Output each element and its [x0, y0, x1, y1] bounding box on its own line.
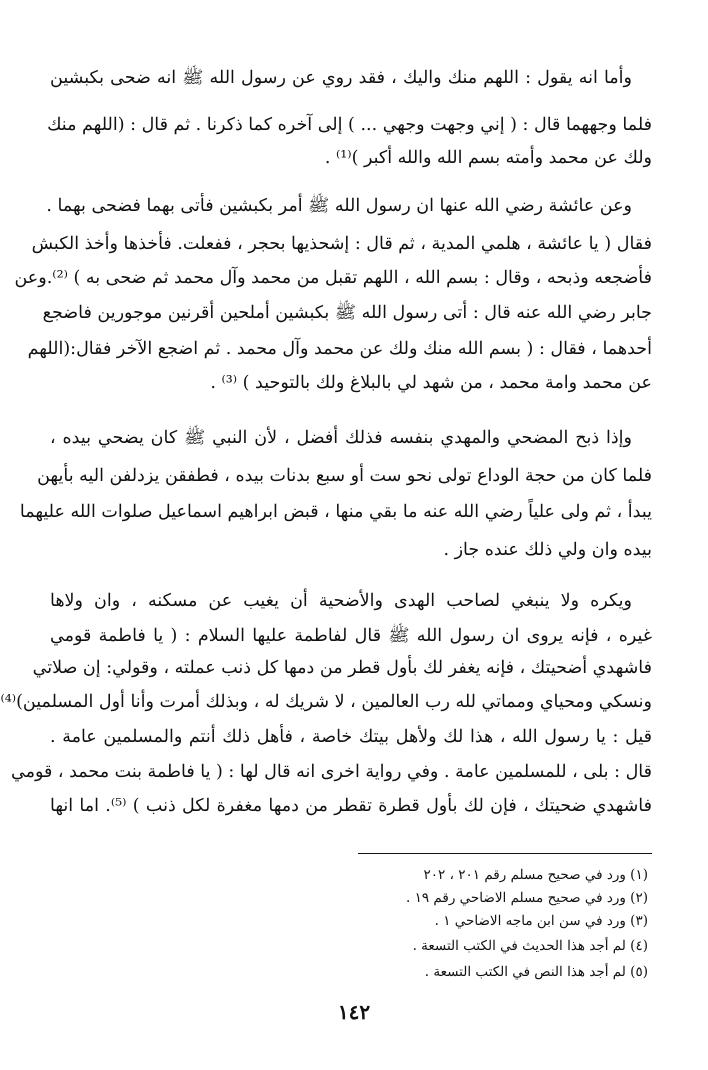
text-line: ولك عن محمد وأمته بسم الله والله أكبر )⁽¹⁾ .	[324, 148, 652, 168]
text-line: ونسكي ومحياي ومماتي لله رب العالمين ، لا شريك له ، وبذلك أمرت وأنا أول المسلمين)⁽⁴⁾	[0, 692, 652, 712]
footnote-3: (٣) ورد في سن ابن ماجه الاضاحي ١ .	[434, 913, 648, 929]
text-line: بيده وان ولي ذلك عنده جاز .	[443, 540, 652, 560]
page-number: ١٤٢	[337, 1000, 371, 1024]
text-line: فاشهدي أضحيتك ، فإنه يغفر لك بأول قطر من دمها كل ذنب عملته ، وقولي: إن صلاتي	[32, 658, 652, 678]
text-line: وإذا ذبح المضحي والمهدي بنفسه فذلك أفضل ، لأن النبي ﷺ كان يضحي بيده ،	[50, 428, 632, 448]
footnote-2: (٢) ورد في صحيح مسلم الاضاحي رقم ١٩ .	[406, 890, 648, 906]
text-line: عن محمد وامة محمد ، من شهد لي بالبلاغ ولك بالتوحيد ) ⁽³⁾ .	[210, 373, 652, 393]
text-line: جابر رضي الله عنه قال : أتى رسول الله ﷺ بكبشين أملحين أقرنين موجورين فاضجع	[42, 303, 652, 323]
text-line: فقال ( يا عائشة ، هلمي المدية ، ثم قال : إشحذيها بحجر ، ففعلت. فأخذها وأخذ الكبش	[31, 234, 652, 254]
text-line: وأما انه يقول : اللهم منك واليك ، فقد روي عن رسول الله ﷺ انه ضحى بكبشين	[50, 68, 632, 88]
text-line: ويكره ولا ينبغي لصاحب الهدى والأضحية أن يغيب عن مسكنه ، وان ولاها	[50, 591, 632, 611]
footnote-divider	[358, 853, 652, 854]
footnote-1: (١) ورد في صحيح مسلم رقم ٢٠١ ، ٢٠٢	[423, 867, 648, 883]
text-line: يبدأ ، ثم ولى علياً رضي الله عنه ما بقي منها ، قبض ابراهيم اسماعيل صلوات الله عليهما	[19, 502, 652, 522]
text-line: فلما كان من حجة الوداع تولى نحو ست أو سبع بدنات بيده ، فطفقن يزدلفن اليه بأيهن	[37, 466, 652, 486]
text-line: فأضجعه وذبحه ، وقال : بسم الله ، اللهم تقبل من محمد وآل محمد ثم ضحى به ) ⁽²⁾.وعن	[14, 268, 652, 288]
footnote-5: (٥) لم أجد هذا النص في الكتب التسعة .	[424, 964, 648, 980]
text-line: قيل : يا رسول الله ، هذا لك ولأهل بيتك خاصة ، فأهل ذلك أنتم والمسلمين عامة .	[50, 727, 652, 747]
text-line: قال : بلى ، للمسلمين عامة . وفي رواية اخرى انه قال لها : ( يا فاطمة بنت محمد ، قومي	[10, 762, 652, 782]
footnote-4: (٤) لم أجد هذا الحديث في الكتب التسعة .	[412, 938, 648, 954]
text-line: وعن عائشة رضي الله عنها ان رسول الله ﷺ أمر بكبشين فأتى بهما فضحى بهما .	[46, 196, 632, 216]
text-line: فاشهدي ضحيتك ، فإن لك بأول قطرة تقطر من دمها مغفرة لكل ذنب ) ⁽⁵⁾. اما انها	[50, 796, 652, 816]
text-line: فلما وجههما قال : ( إني وجهت وجهي ... ) إلى آخره كما ذكرنا . ثم قال : (اللهم منك	[47, 115, 652, 135]
text-line: أحدهما ، فقال : ( بسم الله منك ولك عن محمد وآل محمد . ثم اضجع الآخر فقال:(اللهم	[27, 339, 652, 359]
text-line: غيره ، فإنه يروى ان رسول الله ﷺ قال لفاطمة عليها السلام : ( يا فاطمة قومي	[50, 626, 652, 646]
